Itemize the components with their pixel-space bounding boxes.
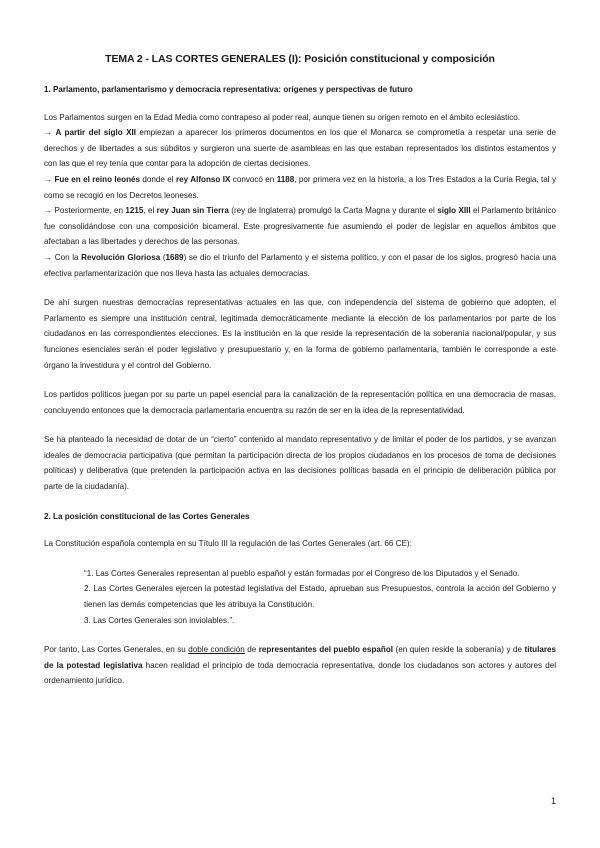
page-number: 1 bbox=[550, 796, 556, 806]
paragraph-political-parties: Los partidos políticos juegan por su parte un papel esencial para la canalización de la representación política en una democracia de masas, concluyendo entonces que la democracia parlamentaria encuentra su razón de ser en la idea de la representatividad. bbox=[44, 390, 556, 415]
bold-text: rey Alfonso IX bbox=[176, 174, 231, 184]
origins-intro: Los Parlamentos surgen en la Edad Media como contrapeso al poder real, aunque tienen su origen remoto en el ámbito eclesiástico. bbox=[44, 112, 521, 122]
bold-text: representantes del pueblo español bbox=[258, 645, 394, 655]
paragraph-constitution-intro: La Constitución española contempla en su Título III la regulación de las Cortes Generales (art. 66 CE): bbox=[44, 539, 412, 549]
body-text: donde el bbox=[140, 174, 176, 184]
body-text: el Parlamento británico fue consolidándose con una composición bicameral. Este progresivamente fue asumiendo el poder de legislar en aquellos ámbitos que afectaban a las libertades y derechos de las personas. bbox=[44, 206, 556, 247]
body-text: ( bbox=[160, 252, 166, 262]
bold-text: Fue en el reino leonés bbox=[54, 174, 141, 184]
body-text: (en quien reside la soberanía) y de bbox=[393, 645, 525, 655]
bold-text: 1215 bbox=[125, 206, 144, 216]
bold-text: 1689 bbox=[165, 252, 184, 262]
bold-text: siglo XIII bbox=[437, 206, 471, 216]
page-title: TEMA 2 - LAS CORTES GENERALES (I): Posición constitucional y composición bbox=[105, 53, 495, 65]
document-page bbox=[44, 52, 556, 689]
quote-item: 2. Las Cortes Generales ejercen la potestad legislativa del Estado, aprueban sus Presupuestos, controla la acción del Gobierno y tienen las demás competencias que les atribuya la Constitución. bbox=[84, 584, 556, 610]
body-text: → Con la bbox=[44, 252, 82, 262]
bold-text: Revolución Gloriosa bbox=[81, 252, 161, 262]
bold-text: A partir del siglo XII bbox=[55, 128, 136, 138]
arrow-bullet: → bbox=[44, 128, 56, 138]
bold-text: 1188 bbox=[276, 174, 295, 184]
bold-text: rey Juan sin Tierra bbox=[156, 206, 229, 216]
paragraph-origins bbox=[44, 110, 556, 282]
section-1-heading: 1. Parlamento, parlamentarismo y democracia representativa: orígenes y perspectivas de futuro bbox=[44, 85, 413, 94]
article-66-quote bbox=[84, 566, 556, 628]
body-text: hacen realidad el principio de toda democracia representativa, donde los ciudadanos son actores y autores del ordenamiento jurídico. bbox=[44, 660, 557, 686]
body-text: , por primera vez en la historia, a los Tres Estados a la Curia Regia, tal y como se recogió en los Decretos leoneses. bbox=[44, 174, 556, 200]
body-text: Por tanto, Las Cortes Generales, en su bbox=[44, 645, 189, 655]
body-text: ) se dio el triunfo del Parlamento y el sistema político, y con el pasar de los siglos, progresó hacia una efectiva parlamentarización que nos lleva hasta las actuales democracias. bbox=[44, 252, 556, 278]
body-text: de bbox=[244, 645, 259, 655]
paragraph-participative-democracy: Se ha planteado la necesidad de dotar de un “cierto” contenido al mandato representativo y de limitar el poder de los partidos, y se avanzan ideales de democracia participativa (que permitan la participación directa de los propios ciudadanos en los procesos de toma de decisiones políticas) y deliberativa (que pretenden la participación activa en las decisiones políticas basada en el principio de deliberación pública por parte de la ciudadanía). bbox=[44, 435, 556, 492]
body-text: → Posteriormente, en bbox=[44, 206, 126, 216]
section-2-heading: 2. La posición constitucional de las Cortes Generales bbox=[44, 511, 250, 521]
arrow-bullet: → bbox=[44, 174, 55, 184]
quote-item: “1. Las Cortes Generales representan al pueblo español y están formadas por el Congreso de los Diputados y el Senado. bbox=[84, 568, 520, 578]
paragraph-representative-democracies: De ahí surgen nuestras democracias representativas actuales en las que, con independencia del sistema de gobierno que adopten, el Parlamento es siempre una institución central, legitimada democráticamente mediante la elección de los parlamentarios por parte de los ciudadanos en las correspondientes elecciones. Es la institución en la que reside la representación de la soberanía nacional/popular, y sus funciones esenciales serán el poder legislativo y presupuestario y, en la forma de gobierno parlamentaria, también le corresponde a este órgano la investidura y el control del Gobierno. bbox=[44, 298, 556, 370]
body-text: empiezan a aparecer los primeros documentos en los que el Monarca se comprometía a respetar una serie de derechos y de libertades a sus súbditos y surgieron una suerte de asambleas en las que estaban representados los distintos estamentos y con las que el rey tenía que contar para la adopción de ciertas decisiones. bbox=[44, 128, 556, 169]
body-text: , el bbox=[143, 206, 157, 216]
paragraph-conclusion bbox=[44, 642, 556, 689]
body-text: (rey de Inglaterra) promulgó la Carta Magna y durante el bbox=[228, 206, 438, 216]
bold-text: titulares de la potestad legislativa bbox=[44, 645, 556, 670]
body-text: convocó en bbox=[230, 174, 277, 184]
underlined-text: doble condición bbox=[188, 645, 245, 655]
quote-item: 3. Las Cortes Generales son inviolables.”. bbox=[84, 615, 235, 625]
